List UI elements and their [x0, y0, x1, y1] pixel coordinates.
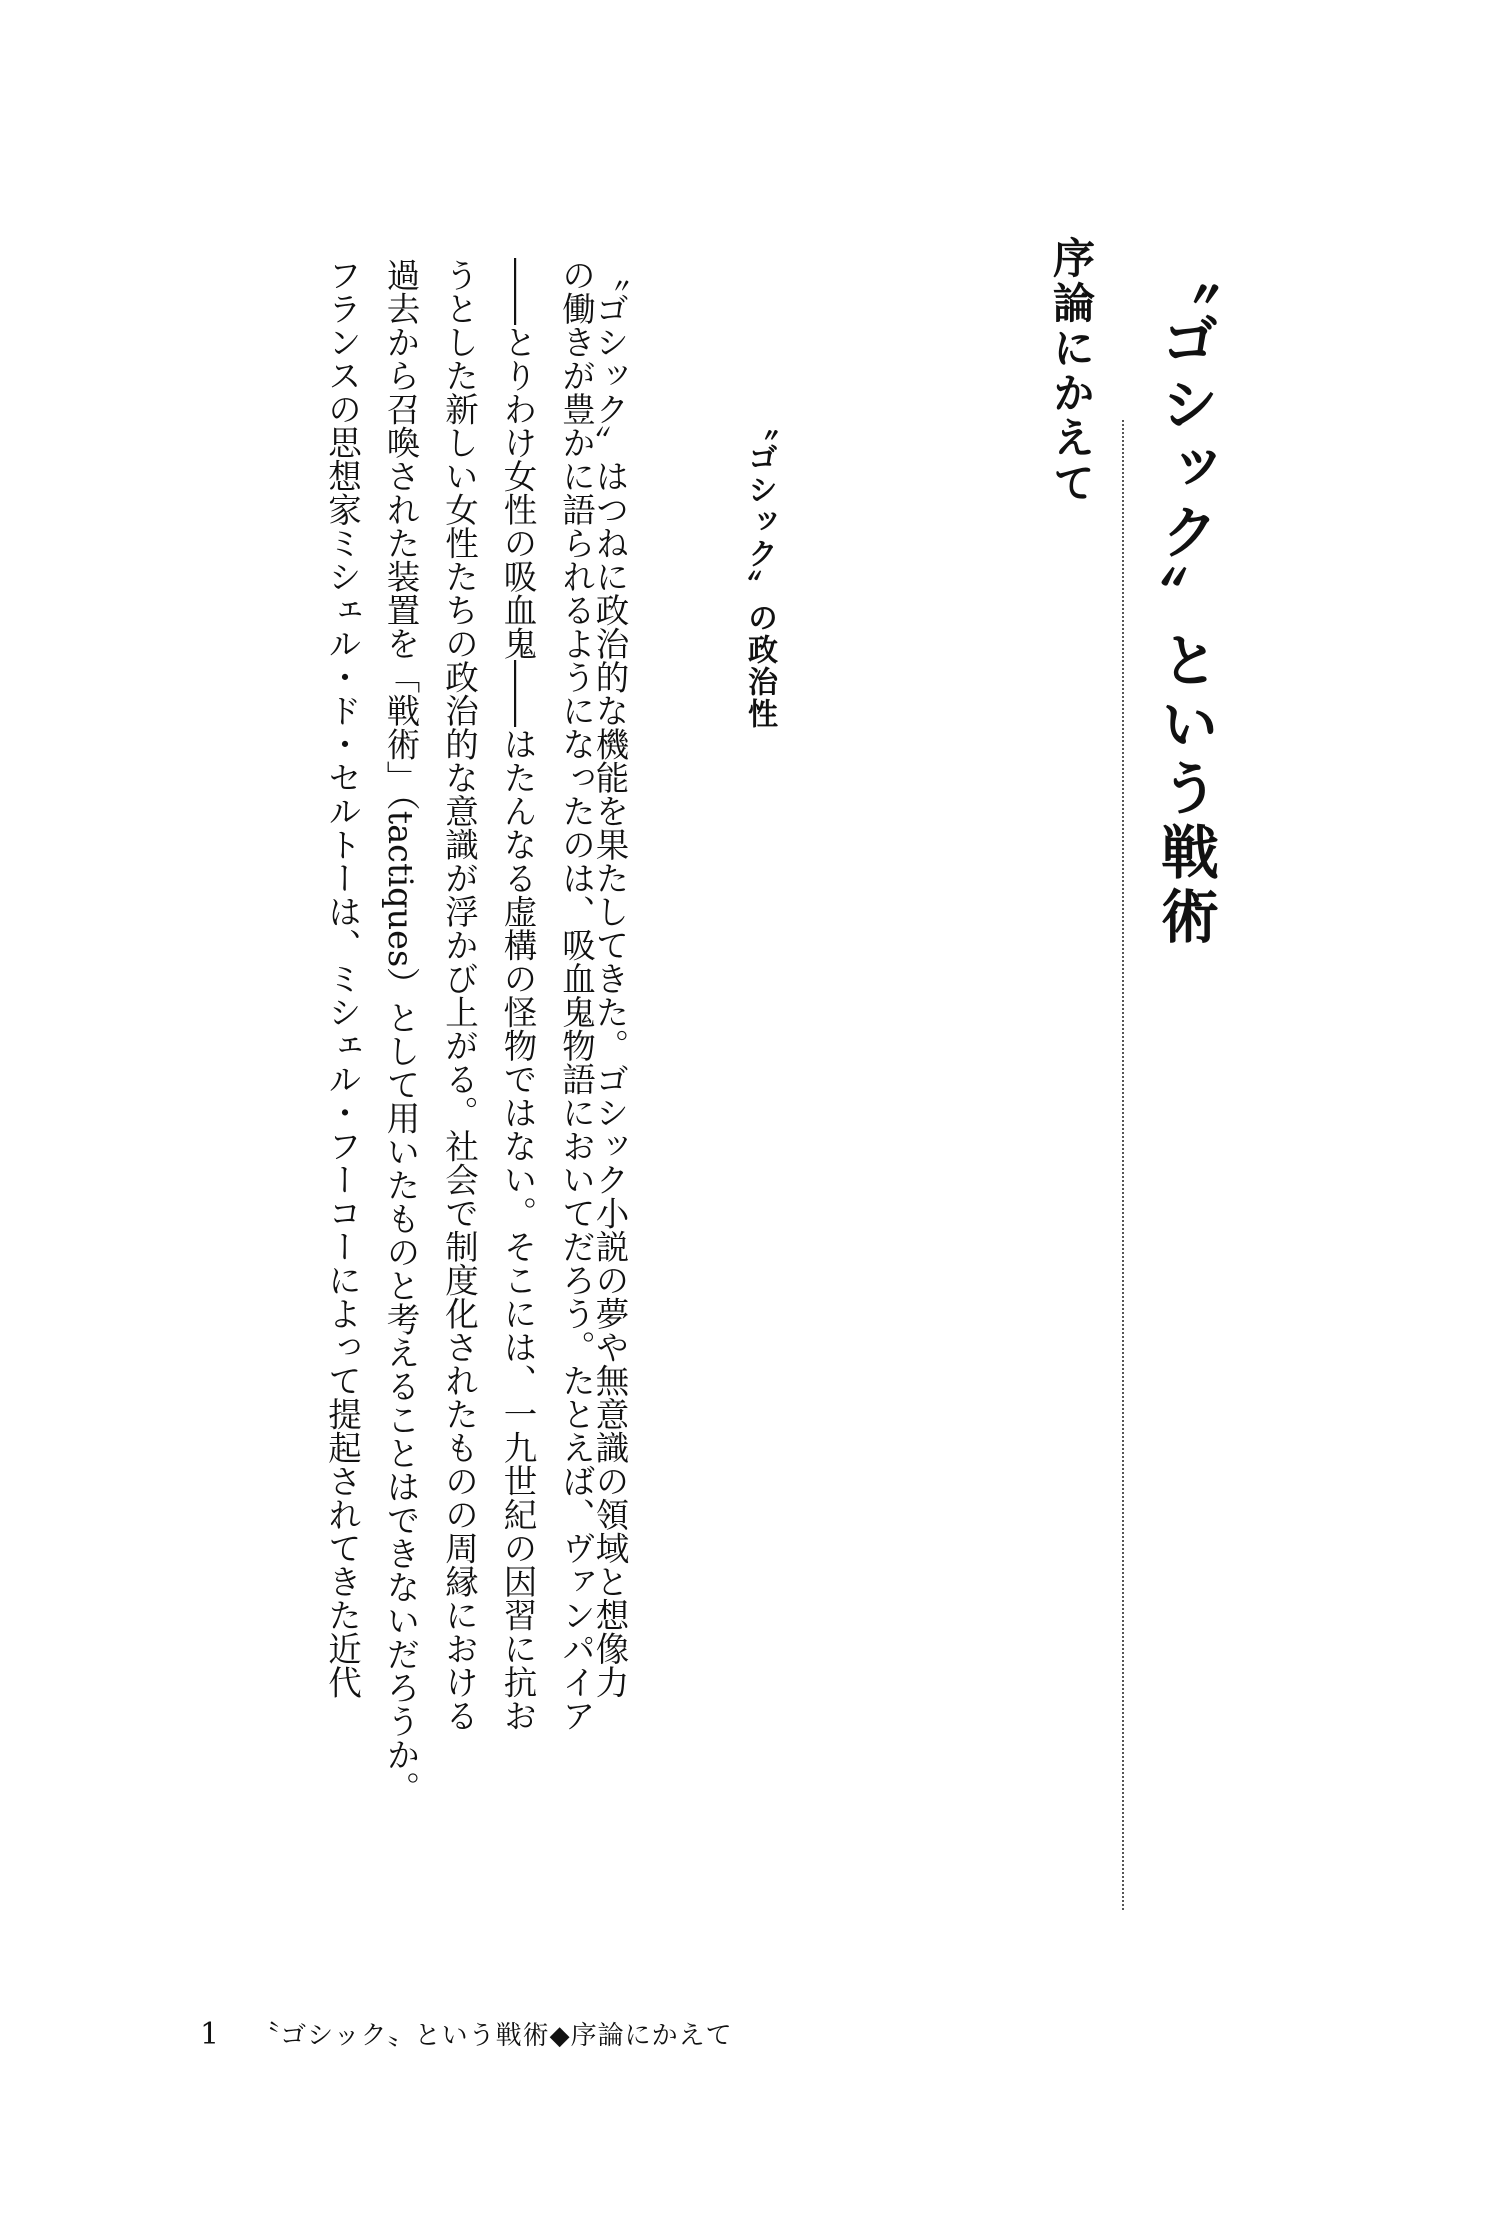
page-number: 1 — [200, 2017, 220, 2052]
body-line: フランスの思想家ミシェル・ド・セルトーは、ミシェル・フーコーによって提起されてきた近代 — [322, 258, 362, 1699]
section-heading: 〝ゴシック〟の政治性 — [742, 410, 777, 730]
body-line: の働きが豊かに語られるようになったのは、吸血鬼物語においてだろう。たとえば、ヴァンパイア — [556, 258, 596, 1732]
page-footer — [200, 2017, 733, 2052]
body-line: 〝ゴシック〟はつねに政治的な機能を果たしてきた。ゴシック小説の夢や無意識の領域と想像力 — [590, 258, 629, 1699]
body-line: うとした新しい女性たちの政治的な意識が浮かび上がる。社会で制度化されたものの周縁における — [439, 258, 479, 1732]
body-line: 過去から召喚された装置を「戦術」（tactiques）として用いたものと考えることはできないだろうか。 — [381, 258, 420, 1805]
running-head: 〝ゴシック〟という戦術◆序論にかえて — [253, 2021, 733, 2051]
chapter-title: 〝ゴシック〟という戦術 — [1151, 246, 1219, 950]
body-line: ――とりわけ女性の吸血鬼――はたんなる虚構の怪物ではない。そこには、一九世紀の因習に抗お — [498, 258, 537, 1732]
chapter-subtitle: 序論にかえて — [1047, 236, 1096, 506]
body-text — [300, 258, 629, 1805]
title-divider — [1122, 420, 1124, 1910]
